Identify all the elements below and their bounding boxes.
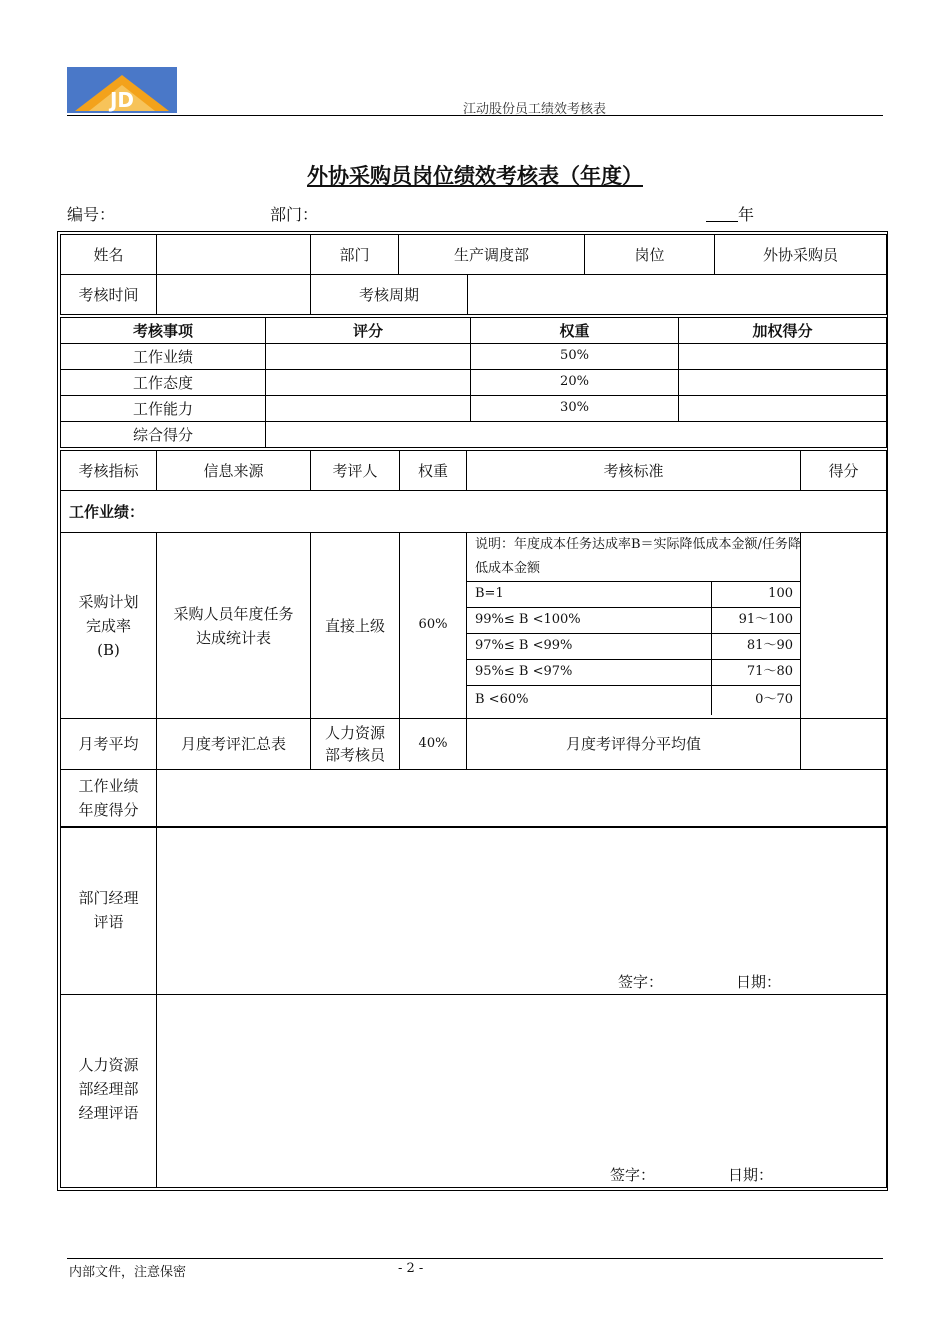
standard-cond: B <60% <box>467 685 711 715</box>
header-standard: 考核标准 <box>467 451 801 491</box>
summary-score[interactable] <box>266 396 471 422</box>
summary-weight: 30% <box>471 396 679 422</box>
summary-weight: 50% <box>471 344 679 370</box>
dept-manager-comment-box[interactable] <box>157 828 887 995</box>
info-table <box>60 234 887 315</box>
weight-40: 40% <box>400 719 467 770</box>
summary-table <box>60 317 887 448</box>
standard-score: 91～100 <box>711 607 801 633</box>
logo-text: JD <box>109 88 135 112</box>
summary-score[interactable] <box>266 370 471 396</box>
footer-confidential: 内部文件，注意保密 <box>69 1265 187 1280</box>
hr-sign-label: 签字： <box>610 1166 656 1184</box>
source-task-stat: 采购人员年度任务 达成统计表 <box>157 533 311 719</box>
score-purchase-plan[interactable] <box>801 533 887 719</box>
header-indicator: 考核指标 <box>61 451 157 491</box>
section-performance: 工作业绩： <box>61 491 887 533</box>
post-label: 岗位 <box>585 235 715 275</box>
dept-sign-label: 签字： <box>618 973 664 991</box>
standard-subtable <box>467 533 801 715</box>
header-doc-title: 江动股份员工绩效考核表 <box>462 102 606 117</box>
summary-header-item: 考核事项 <box>61 318 266 344</box>
hr-date-label: 日期： <box>728 1166 774 1184</box>
dept-label-cell: 部门 <box>311 235 399 275</box>
list-item <box>467 581 801 607</box>
dept-manager-comment-label: 部门经理 评语 <box>61 828 157 995</box>
indicator-monthly-avg: 月考平均 <box>61 719 157 770</box>
summary-weighted[interactable] <box>679 396 887 422</box>
standard-cond: B=1 <box>467 581 711 607</box>
assessor-hr: 人力资源 部考核员 <box>311 719 400 770</box>
standard-cond: 99%≤ B <100% <box>467 607 711 633</box>
table-row <box>61 370 887 396</box>
standard-score: 0～70 <box>711 685 801 715</box>
summary-score[interactable] <box>266 344 471 370</box>
standard-monthly-avg: 月度考评得分平均值 <box>467 719 801 770</box>
annual-score-value[interactable] <box>157 770 887 827</box>
period-value[interactable] <box>468 275 887 315</box>
list-item <box>467 685 801 715</box>
total-value[interactable] <box>266 422 887 448</box>
number-label: 编号： <box>67 205 116 224</box>
table-row <box>61 533 887 719</box>
standard-score: 71～80 <box>711 659 801 685</box>
standard-score: 100 <box>711 581 801 607</box>
dept-value: 生产调度部 <box>399 235 585 275</box>
header-weight: 权重 <box>400 451 467 491</box>
header-source: 信息来源 <box>157 451 311 491</box>
hr-manager-comment-box[interactable] <box>157 995 887 1188</box>
summary-item: 工作态度 <box>61 370 266 396</box>
dept-label: 部门： <box>270 205 319 224</box>
table-row <box>61 396 887 422</box>
indicator-table <box>60 450 887 827</box>
score-monthly-avg[interactable] <box>801 719 887 770</box>
summary-weighted[interactable] <box>679 370 887 396</box>
summary-header-weighted: 加权得分 <box>679 318 887 344</box>
comments-table <box>60 827 887 1188</box>
summary-item: 工作能力 <box>61 396 266 422</box>
time-value[interactable] <box>157 275 311 315</box>
weight-60: 60% <box>400 533 467 719</box>
list-item <box>467 659 801 685</box>
post-value: 外协采购员 <box>715 235 887 275</box>
period-label: 考核周期 <box>311 275 468 315</box>
table-row <box>61 719 887 770</box>
indicator-purchase-plan: 采购计划 完成率 (B) <box>61 533 157 719</box>
list-item <box>467 607 801 633</box>
time-label: 考核时间 <box>61 275 157 315</box>
summary-header-weight: 权重 <box>471 318 679 344</box>
footer-divider <box>67 1258 883 1259</box>
annual-score-label: 工作业绩 年度得分 <box>61 770 157 827</box>
name-value[interactable] <box>157 235 311 275</box>
page-number: - 2 - <box>398 1261 424 1276</box>
standard-cell <box>467 533 801 719</box>
summary-weight: 20% <box>471 370 679 396</box>
standard-note: 说明：年度成本任务达成率B＝实际降低成本金额/任务降低成本金额 <box>467 533 801 581</box>
list-item <box>467 633 801 659</box>
header-divider <box>67 115 883 116</box>
source-monthly-summary: 月度考评汇总表 <box>157 719 311 770</box>
standard-cond: 95%≤ B <97% <box>467 659 711 685</box>
header-score: 得分 <box>801 451 887 491</box>
total-label: 综合得分 <box>61 422 266 448</box>
dept-date-label: 日期： <box>736 973 782 991</box>
hr-manager-comment-label: 人力资源 部经理部 经理评语 <box>61 995 157 1188</box>
summary-item: 工作业绩 <box>61 344 266 370</box>
assessor-supervisor: 直接上级 <box>311 533 400 719</box>
standard-score: 81～90 <box>711 633 801 659</box>
year-field: 年 <box>706 202 754 225</box>
page-title: 外协采购员岗位绩效考核表（年度） <box>307 163 643 188</box>
company-logo <box>67 67 177 113</box>
summary-header-score: 评分 <box>266 318 471 344</box>
summary-weighted[interactable] <box>679 344 887 370</box>
header-assessor: 考评人 <box>311 451 400 491</box>
standard-cond: 97%≤ B <99% <box>467 633 711 659</box>
name-label: 姓名 <box>61 235 157 275</box>
table-row <box>61 344 887 370</box>
